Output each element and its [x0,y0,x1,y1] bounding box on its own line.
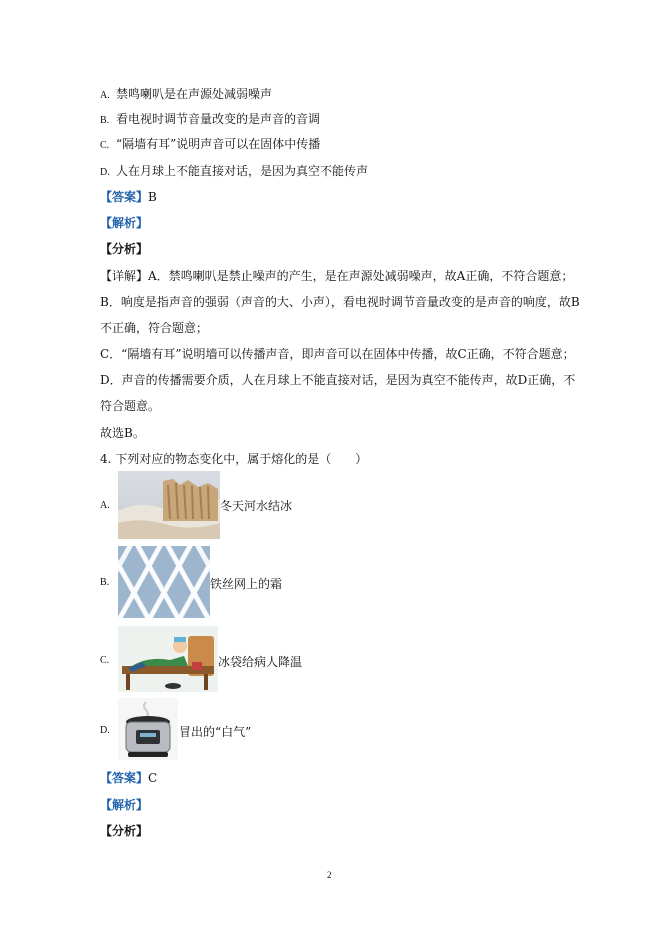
q4-option-d-letter: D. [100,725,110,736]
option-b: B. 看电视时调节音量改变的是声音的音调 [100,112,321,126]
q4-option-d-caption: 冒出的“白气” [179,725,252,739]
q4-answer-value: C [148,771,158,785]
q4-answer-tag: 【答案】 [100,771,149,785]
detail-line-4: C．“隔墙有耳”说明墙可以传播声音，即声音可以在固体中传播，故C正确，不符合题意； [100,347,575,361]
detail-line-6: 符合题意。 [100,399,161,413]
q4-option-a-letter: A. [100,500,110,511]
q4-option-b-caption: 铁丝网上的霜 [210,577,283,591]
frosted-wire-fence-image [118,546,210,618]
choose-line: 故选B。 [100,426,145,440]
q4-option-c-letter: C. [100,655,110,666]
option-a: A. 禁鸣喇叭是在声源处减弱噪声 [100,87,273,101]
answer-line [100,189,157,205]
q4-analysis-line [100,797,148,813]
analysis-line [100,215,148,231]
q4-analysis-tag: 【解析】 [100,798,149,812]
q4-option-c-caption: 冰袋给病人降温 [218,655,303,669]
answer-tag: 【答案】 [100,190,149,204]
detail-line-1: 【详解】A．禁鸣喇叭是禁止噪声的产生，是在声源处减弱噪声，故A正确，不符合题意； [100,269,574,283]
frozen-river-image [118,471,220,539]
rice-cooker-steam-image [118,698,178,760]
option-c: C. “隔墙有耳”说明声音可以在固体中传播 [100,137,321,151]
answer-value: B [148,190,157,204]
fenxi-heading: 【分析】 [100,242,149,256]
detail-line-3: 不正确，符合题意； [100,321,209,335]
question-4-stem: 4. 下列对应的物态变化中，属于熔化的是（ ） [100,452,368,466]
ice-pack-patient-image [118,626,218,692]
option-d: D. 人在月球上不能直接对话，是因为真空不能传声 [100,164,369,178]
q4-option-b-letter: B. [100,577,110,588]
detail-line-5: D．声音的传播需要介质，人在月球上不能直接对话，是因为真空不能传声，故D正确，不 [100,373,576,387]
q4-answer-line [100,770,157,786]
analysis-tag: 【解析】 [100,216,149,230]
q4-option-a-caption: 冬天河水结冰 [220,499,293,513]
q4-fenxi-heading: 【分析】 [100,824,149,838]
detail-line-2: B．响度是指声音的强弱（声音的大、小声），看电视时调节音量改变的是声音的响度，故B [100,295,580,309]
page-number: 2 [327,870,332,880]
